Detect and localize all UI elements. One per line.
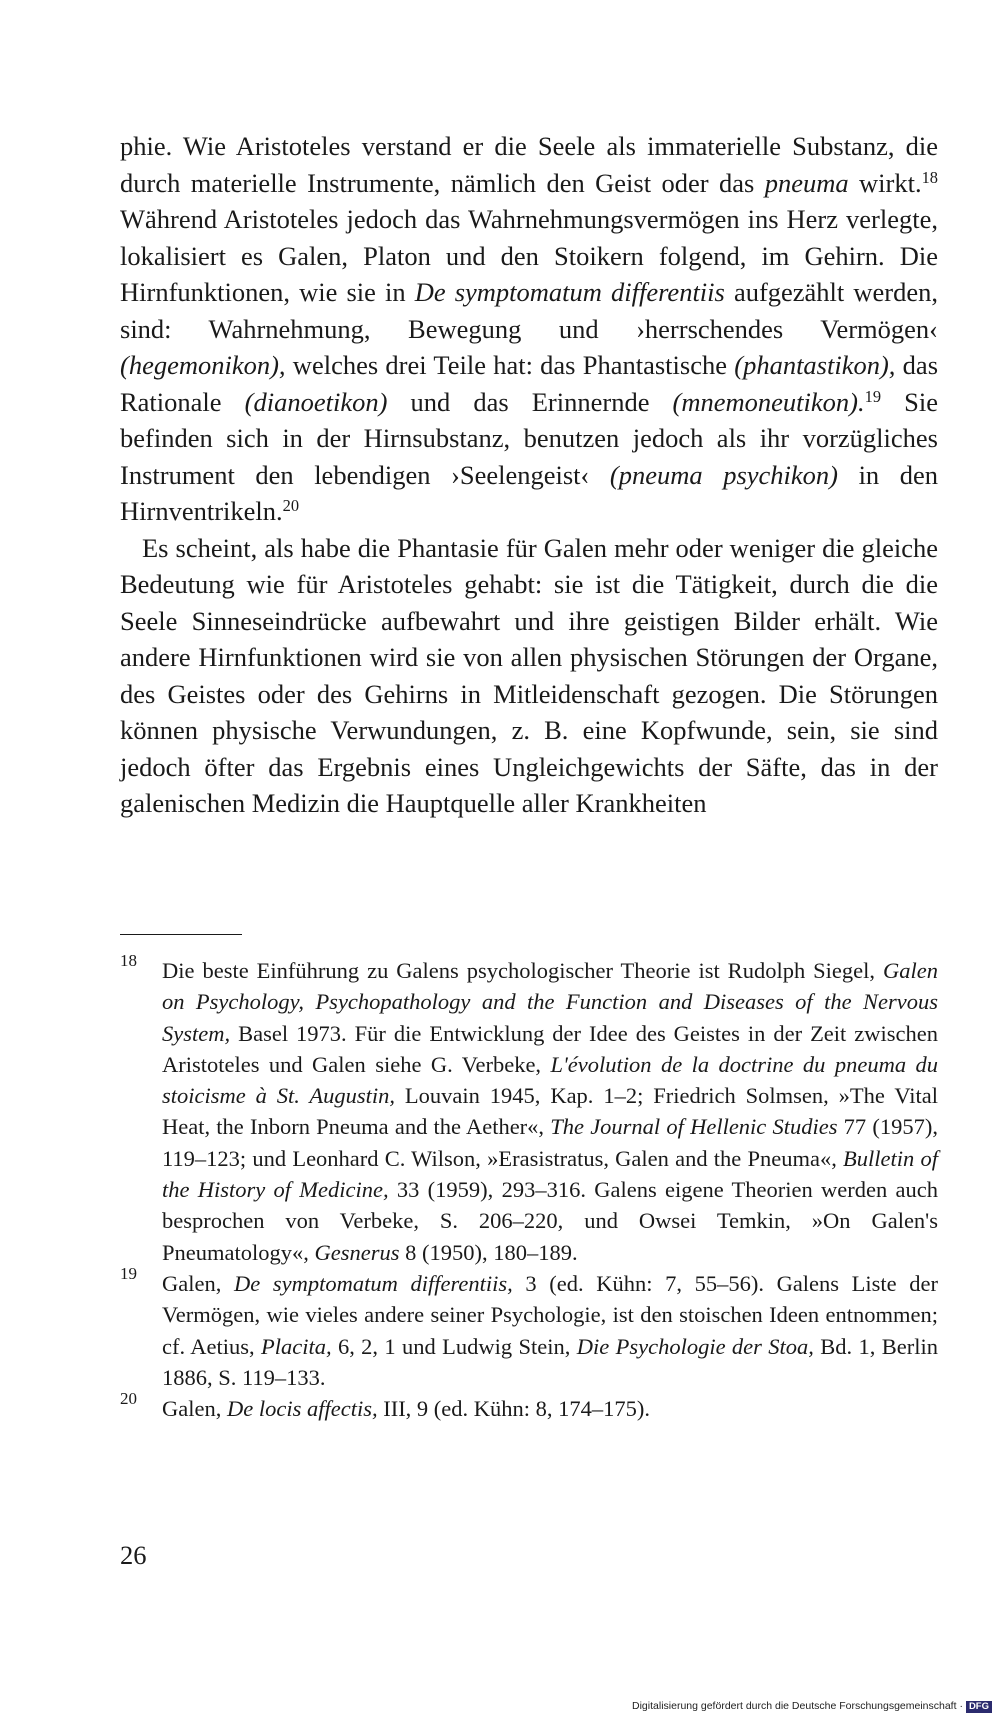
page-number: 26: [120, 1540, 147, 1570]
footnote-reference: 19: [864, 386, 882, 406]
italic-text: Gesnerus: [314, 1239, 400, 1265]
text-run: Bd. 1, Berlin 1886, S. 119–133.: [162, 1333, 939, 1390]
text-run: III, 9 (ed. Kühn: 8, 174–175).: [377, 1396, 651, 1422]
italic-text: (pneuma psychikon): [609, 459, 838, 490]
italic-text: L'évolution de la doctrine du pneuma du stoicisme à St. Augustin,: [162, 1051, 938, 1109]
italic-text: The Journal of Hellenic Studies: [550, 1114, 838, 1140]
italic-text: (phantastikon),: [734, 350, 896, 380]
digitization-credit: [632, 1699, 992, 1713]
text-run: 8 (1950), 180–189.: [399, 1239, 578, 1265]
text-run: aufgezählt werden, sind: Wahrnehmung, Bewegung und ›herrschendes Vermögen‹: [120, 277, 938, 344]
paragraph: [120, 530, 938, 822]
italic-text: (mnemoneutikon).: [672, 386, 865, 417]
paragraph: [120, 128, 938, 530]
italic-text: Placita,: [260, 1333, 332, 1359]
footnote: [120, 951, 938, 1268]
text-run: Galen,: [162, 1270, 234, 1296]
text-run: Galen,: [162, 1396, 227, 1422]
italic-text: (hegemonikon),: [120, 350, 286, 380]
italic-text: Bulletin of the History of Medicine,: [162, 1145, 938, 1203]
italic-text: Galen on Psychology, Psychopathology and the Function and Diseases of the Nervous System,: [162, 958, 938, 1046]
text-run: Die beste Einführung zu Galens psychologischer Theorie ist Rudolph Siegel,: [162, 958, 883, 983]
text-run: Es scheint, als habe die Phantasie für Galen mehr oder weniger die gleiche Bedeutung wie für Aristoteles gehabt: sie ist die Tätigkeit, durch die die Seele Sinneseindrücke aufbewahrt und ihre geistigen Bilder erhält. Wie andere Hirnfunktionen wird sie von allen physischen Störungen der Organe, des Geistes oder des Gehirns in Mitleidenschaft gezogen. Die Störungen können physische Verwundungen, z. B. eine Kopfwunde, sein, sie sind jedoch öfter das Ergebnis eines Ungleichgewichts der Säfte, das in der galenischen Medizin die Hauptquelle aller Krankheiten: [120, 532, 938, 818]
text-run: Louvain 1945, Kap. 1–2; Friedrich Solmsen, »The Vital Heat, the Inborn Pneuma and the Aether«,: [162, 1083, 938, 1140]
footnote-reference: 18: [921, 167, 938, 187]
footnote-number: 18: [120, 951, 137, 970]
text-run: welches drei Teile hat: das Phantastische: [285, 350, 735, 380]
text-run: Basel 1973. Für die Entwicklung der Idee des Geistes in der Zeit zwischen Aristoteles und Galen siehe G. Verbeke,: [162, 1020, 938, 1077]
italic-text: De symptomatum differentiis: [414, 277, 725, 307]
text-run: 6, 2, 1 und Ludwig Stein,: [331, 1333, 577, 1359]
italic-text: (dianoetikon): [244, 386, 388, 417]
text-run: das Rationale: [120, 350, 939, 417]
credit-text: Digitalisierung gefördert durch die Deutsche Forschungsgemeinschaft ·: [632, 1700, 963, 1712]
footnote: [120, 1389, 938, 1424]
italic-text: De symptomatum differentiis,: [233, 1270, 513, 1296]
text-run: in den Hirnventrikeln.: [120, 459, 938, 526]
text-run: wirkt.: [848, 167, 922, 198]
text-run: 33 (1959), 293–316. Galens eigene Theorien werden auch besprochen von Verbeke, S. 206–220, und Owsei Temkin, »On Galen's Pneumatology«,: [162, 1177, 938, 1265]
italic-text: De locis affectis,: [226, 1396, 378, 1422]
text-run: 77 (1957), 119–123; und Leonhard C. Wilson, »Erasistratus, Galen and the Pneuma«,: [162, 1114, 938, 1171]
footnotes: [120, 951, 939, 1424]
main-text: [120, 128, 938, 822]
text-run: Während Aristoteles jedoch das Wahrnehmungsvermögen ins Herz verlegte, lokalisiert es Galen, Platon und den Stoikern folgend, im Gehirn. Die Hirnfunktionen, wie sie in: [120, 204, 938, 307]
footnote-number: 19: [120, 1263, 137, 1283]
text-run: und das Erinnernde: [387, 386, 673, 417]
footnote-reference: 20: [282, 495, 300, 515]
footnote-number: 20: [120, 1389, 137, 1409]
footnote: [120, 1263, 939, 1393]
italic-text: Die Psychologie der Stoa,: [576, 1333, 814, 1359]
italic-text: pneuma: [764, 167, 849, 198]
dfg-logo: DFG: [966, 1701, 992, 1713]
footnote-separator: [120, 934, 242, 935]
text-run: phie. Wie Aristoteles verstand er die Seele als immaterielle Substanz, die durch materielle Instrumente, nämlich den Geist oder das: [120, 131, 938, 198]
text-run: 3 (ed. Kühn: 7, 55–56). Galens Liste der Vermögen, wie vieles andere seiner Psychologie, ist den stoischen Ideen entnommen; cf. Aetius,: [162, 1270, 939, 1359]
text-run: Sie befinden sich in der Hirnsubstanz, benutzen jedoch als ihr vorzügliches Instrument den lebendigen ›Seelengeist‹: [120, 386, 938, 490]
